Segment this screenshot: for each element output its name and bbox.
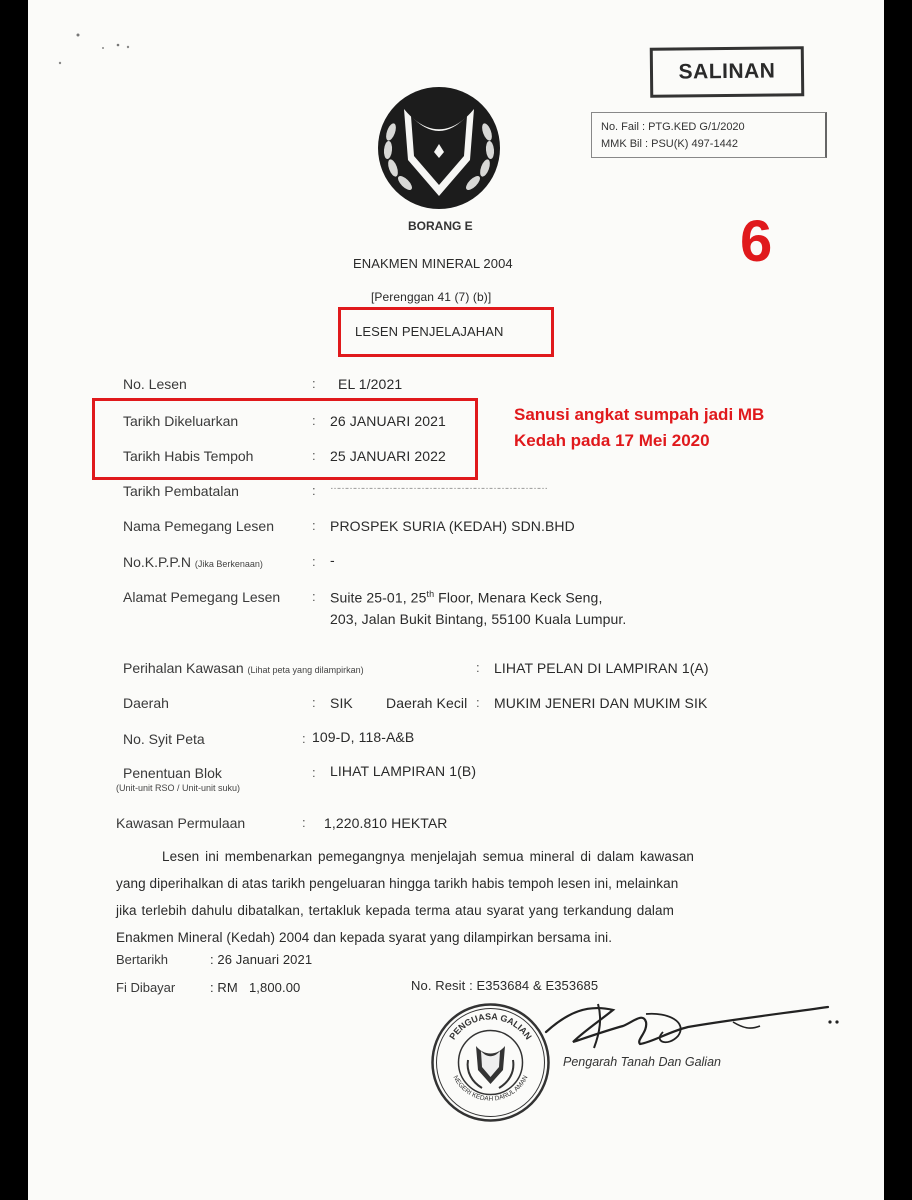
nama-pemegang-value: PROSPEK SURIA (KEDAH) SDN.BHD (330, 518, 575, 534)
penentuan-blok-colon: : (312, 765, 316, 780)
fi-dibayar-label: Fi Dibayar (116, 980, 176, 995)
annotation-line-1: Sanusi angkat sumpah jadi MB (514, 405, 765, 424)
no-kppn-value: - (330, 552, 335, 568)
body-line-1: Lesen ini membenarkan pemegangnya menjelajah semua mineral di dalam kawasan (162, 849, 695, 864)
body-line-4: Enakmen Mineral (Kedah) 2004 dan kepada syarat yang dilampirkan bersama ini. (116, 930, 613, 945)
alamat-label: Alamat Pemegang Lesen (123, 589, 281, 605)
nama-pemegang-colon: : (312, 518, 316, 533)
no-kppn-colon: : (312, 554, 316, 569)
perihalan-note: (Lihat peta yang dilampirkan) (247, 665, 364, 675)
seal-top-text: PENGUASA GALIAN (447, 1011, 534, 1042)
alamat-superscript: th (426, 589, 435, 599)
page-number: 6 (740, 209, 773, 274)
daerah-kecil-colon: : (476, 695, 480, 710)
file-number: No. Fail : PTG.KED G/1/2020 (601, 121, 745, 133)
file-reference-box (591, 112, 827, 158)
daerah-value: SIK (330, 695, 353, 711)
no-kppn-label (123, 554, 263, 570)
salinan-label: SALINAN (678, 59, 776, 84)
tarikh-pembatalan-label: Tarikh Pembatalan (123, 483, 239, 499)
kawasan-colon: : (302, 815, 306, 830)
nama-pemegang-label: Nama Pemegang Lesen (123, 518, 274, 534)
no-kppn-note: (Jika Berkenaan) (194, 559, 263, 569)
signatory-title: Pengarah Tanah Dan Galian (563, 1055, 721, 1069)
daerah-kecil-value: MUKIM JENERI DAN MUKIM SIK (494, 695, 708, 711)
form-label: BORANG E (408, 219, 473, 233)
penentuan-blok-note: (Unit-unit RSO / Unit-unit suku) (116, 783, 241, 793)
bertarikh-value: : 26 Januari 2021 (210, 952, 313, 967)
alamat-line-2: 203, Jalan Bukit Bintang, 55100 Kuala Lumpur. (330, 611, 627, 627)
alamat-colon: : (312, 589, 316, 604)
fi-dibayar-value: : RM 1,800.00 (210, 980, 301, 995)
svg-text:PENGUASA GALIAN (447, 1011, 533, 1041)
tarikh-pembatalan-value: ……………………………………………………………………… (330, 481, 546, 492)
no-lesen-colon: : (312, 376, 316, 391)
tarikh-dikeluarkan-value: 26 JANUARI 2021 (330, 413, 446, 429)
no-lesen-label: No. Lesen (123, 376, 187, 392)
alamat-line-1-post: Floor, Menara Keck Seng, (434, 589, 603, 606)
alamat-line-1-pre: Suite 25-01, 25 (330, 589, 427, 606)
perihalan-text: Perihalan Kawasan (123, 660, 244, 676)
annotation-line-2: Kedah pada 17 Mei 2020 (514, 431, 710, 450)
tarikh-habis-colon: : (312, 448, 316, 463)
perihalan-colon: : (476, 660, 480, 675)
kawasan-label: Kawasan Permulaan (116, 815, 246, 831)
kawasan-value: 1,220.810 HEKTAR (324, 815, 448, 831)
syit-peta-label: No. Syit Peta (123, 731, 205, 747)
resit-number: No. Resit : E353684 & E353685 (411, 978, 599, 993)
tarikh-dikeluarkan-label: Tarikh Dikeluarkan (123, 413, 239, 429)
tarikh-dikeluarkan-colon: : (312, 413, 316, 428)
tarikh-habis-label: Tarikh Habis Tempoh (123, 448, 254, 464)
penentuan-blok-label: Penentuan Blok (123, 765, 222, 781)
syit-peta-colon: : (302, 731, 306, 746)
dates-highlight-box (92, 398, 478, 480)
perihalan-value: LIHAT PELAN DI LAMPIRAN 1(A) (494, 660, 709, 676)
syit-peta-value: 109-D, 118-A&B (312, 729, 415, 745)
body-line-2: yang diperihalkan di atas tarikh pengeluaran hingga tarikh habis tempoh lesen ini, melainkan (116, 876, 679, 891)
license-title: LESEN PENJELAJAHAN (355, 324, 504, 339)
paragraph-ref: [Perenggan 41 (7) (b)] (371, 290, 492, 304)
alamat-line-1 (330, 589, 602, 606)
tarikh-pembatalan-colon: : (312, 483, 316, 498)
salinan-stamp (650, 46, 805, 98)
penentuan-blok-value: LIHAT LAMPIRAN 1(B) (330, 763, 477, 779)
perihalan-label (123, 660, 364, 676)
no-kppn-text: No.K.P.P.N (123, 554, 191, 570)
kedah-crest-logo (364, 84, 514, 212)
scan-specks (58, 30, 148, 70)
bertarikh-label: Bertarikh (116, 952, 169, 967)
seal-bottom-text: NEGERI KEDAH DARUL AMAN (451, 1074, 530, 1103)
enactment-title: ENAKMEN MINERAL 2004 (353, 256, 513, 271)
daerah-colon: : (312, 695, 316, 710)
daerah-label: Daerah (123, 695, 169, 711)
no-lesen-value: EL 1/2021 (338, 376, 403, 392)
daerah-kecil-label: Daerah Kecil (386, 695, 468, 711)
tarikh-habis-value: 25 JANUARI 2022 (330, 448, 446, 464)
body-line-3: jika terlebih dahulu dibatalkan, tertakluk kepada terma atau syarat yang terkandung dalam (116, 903, 674, 918)
title-highlight-box (338, 307, 554, 357)
document-page (28, 0, 884, 1200)
mmk-number: MMK Bil : PSU(K) 497-1442 (601, 138, 738, 150)
